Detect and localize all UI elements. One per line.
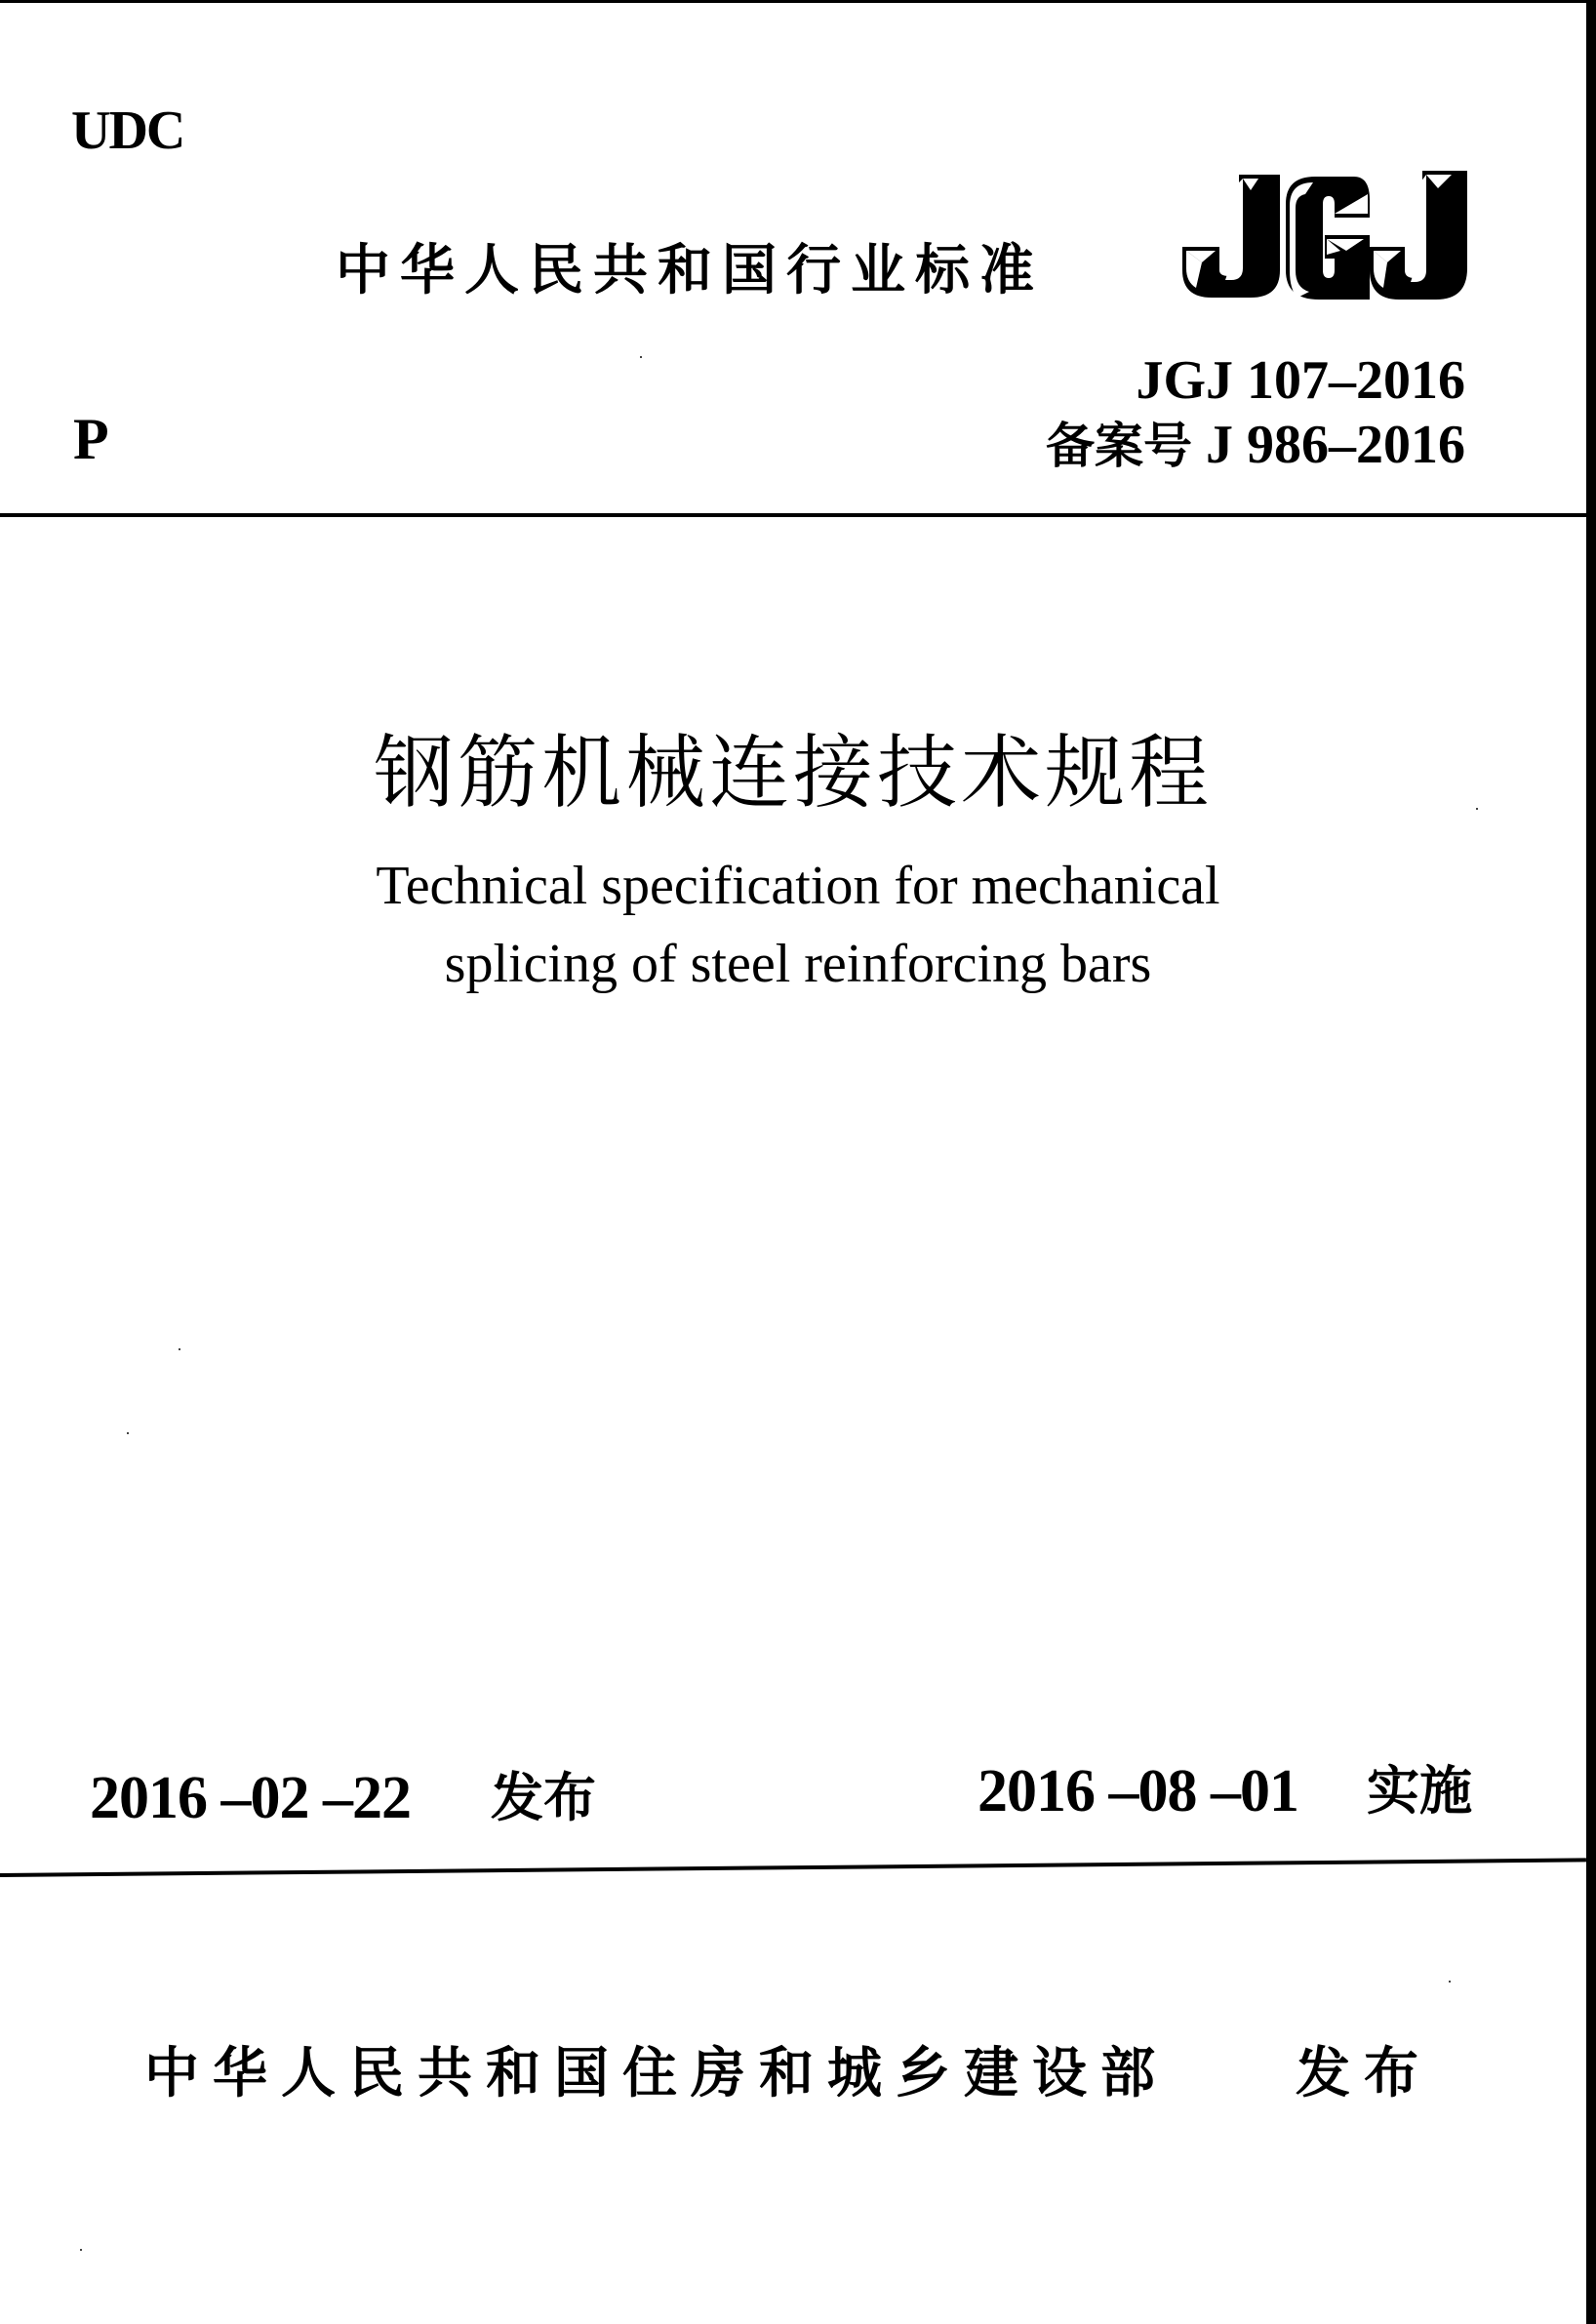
scan-speck [179,1348,180,1350]
effective-label: 实施 [1367,1760,1472,1822]
filing-prefix: 备案号 [1046,418,1192,474]
filing-code: J 986–2016 [1206,415,1465,475]
scan-speck [80,2249,82,2251]
issue-label: 发布 [491,1767,596,1828]
scan-speck [640,356,642,358]
filing-number [1046,415,1465,475]
effective-date: 2016 –08 –01 [978,1758,1298,1824]
scan-speck [127,1432,129,1434]
document-title-en-line2: splicing of steel reinforcing bars [444,934,1152,994]
header-divider [0,513,1586,517]
issue-date: 2016 –02 –22 [90,1765,411,1831]
classification-label: P [73,407,109,471]
right-border [1586,0,1596,2324]
document-title-cn: 钢筋机械连接技术规程 [373,727,1213,820]
scan-speck [1476,808,1478,810]
jgj-logo [1182,161,1467,301]
top-border [0,0,1586,3]
jgj-logo-icon [1182,161,1467,301]
scan-speck [1449,1981,1451,1983]
industry-standard-heading: 中华人民共和国行业标准 [336,239,1044,302]
publisher-name: 中华人民共和国住房和城乡建设部 [144,2042,1169,2105]
footer-divider [0,1858,1586,1877]
udc-label: UDC [71,100,184,161]
document-title-en-line1: Technical specification for mechanical [376,856,1220,916]
publisher-label: 发布 [1296,2042,1432,2105]
standard-code: JGJ 107–2016 [1136,350,1465,411]
